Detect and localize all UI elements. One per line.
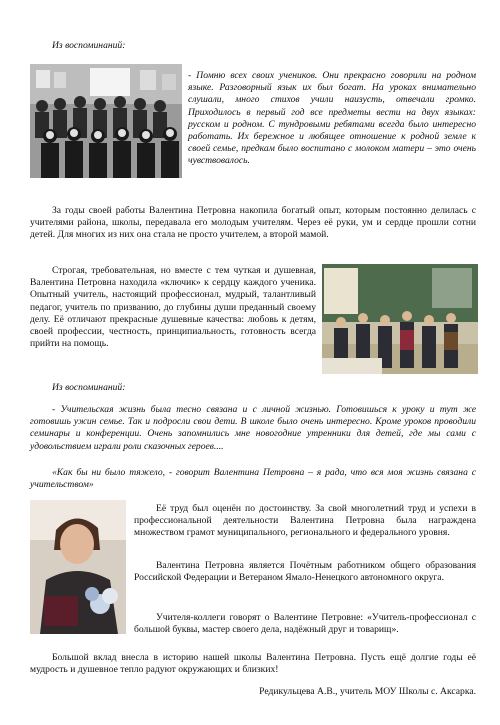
quote-2: - Учительская жизнь была тесно связана и с личной жизнью. Готовишься к уроку и тут же готовишь ужин семье. Так и подросли свои дети. В школе было очень интересно. Кроме уроков проводили семинары и конференции. Очень запомнились мне новогодние утренники для детей, где мы сами с удовольствием играли роли сказочных героев.... bbox=[30, 404, 476, 452]
teacher-portrait-photo bbox=[30, 500, 126, 634]
paragraph-colleagues: Учителя-коллеги говорят о Валентине Петровне: «Учитель-профессионал с большой буквы, мастер своего дела, надёжный друг и товарищ». bbox=[134, 612, 476, 636]
quote-1: - Помню всех своих учеников. Они прекрасно говорили на родном языке. Разговорный язык их был богат. На уроках внимательно слушали, много стихов учили наизусть, отвечали громко. Приходилось в первый год все предметы вести на двух языках: русском и родном. С тундровыми ребятами всегда было интересно работать. Их бережное и любящее отношение к родной земле к своей семье, предкам было воспитано с молоком матери – это очень чувствовалось. bbox=[188, 70, 476, 167]
paragraph-closing: Большой вклад внесла в историю нашей школы Валентина Петровна. Пусть ещё долгие годы её мудрость и душевное тепло радуют окружающих и близких! bbox=[30, 652, 476, 676]
paragraph-character: Строгая, требовательная, но вместе с тем чуткая и душевная, Валентина Петровна находила «ключик» к сердцу каждого ученика. Опытный учитель, настоящий профессионал, мудрый, талантливый педагог, учитель по призванию, до глубины души преданный своему делу. Её отличают прекрасные душевные качества: любовь к детям, своей профессии, честность, принципиальность, готовность всегда прийти на помощь. bbox=[30, 265, 316, 350]
author-signature: Редикульцева А.В., учитель МОУ Школы с. Аксарка. bbox=[259, 686, 476, 697]
quote-3: «Как бы ни было тяжело, - говорит Валентина Петровна – я рада, что вся моя жизнь связана с учительством» bbox=[30, 467, 476, 491]
memories-heading-2: Из воспоминаний: bbox=[52, 382, 126, 393]
paragraph-honorary: Валентина Петровна является Почётным работником общего образования Российской Федерации и Ветераном Ямало-Ненецкого автономного округа. bbox=[134, 560, 476, 584]
memories-heading-1: Из воспоминаний: bbox=[52, 40, 126, 51]
paragraph-experience: За годы своей работы Валентина Петровна накопила богатый опыт, которым постоянно делилась с учителями района, школы, передавала его молодым учителям. Через её руки, ум и сердце прошли сотни детей. Для многих из них она стала не просто учителем, а второй мамой. bbox=[30, 205, 476, 241]
paragraph-awards: Её труд был оценён по достоинству. За свой многолетний труд и успехи в профессиональной деятельности Валентина Петровна была награждена множеством грамот муниципального, регионального и федерального уровня. bbox=[134, 503, 476, 539]
class-photo-bw bbox=[30, 64, 182, 178]
teachers-group-photo bbox=[322, 264, 478, 374]
